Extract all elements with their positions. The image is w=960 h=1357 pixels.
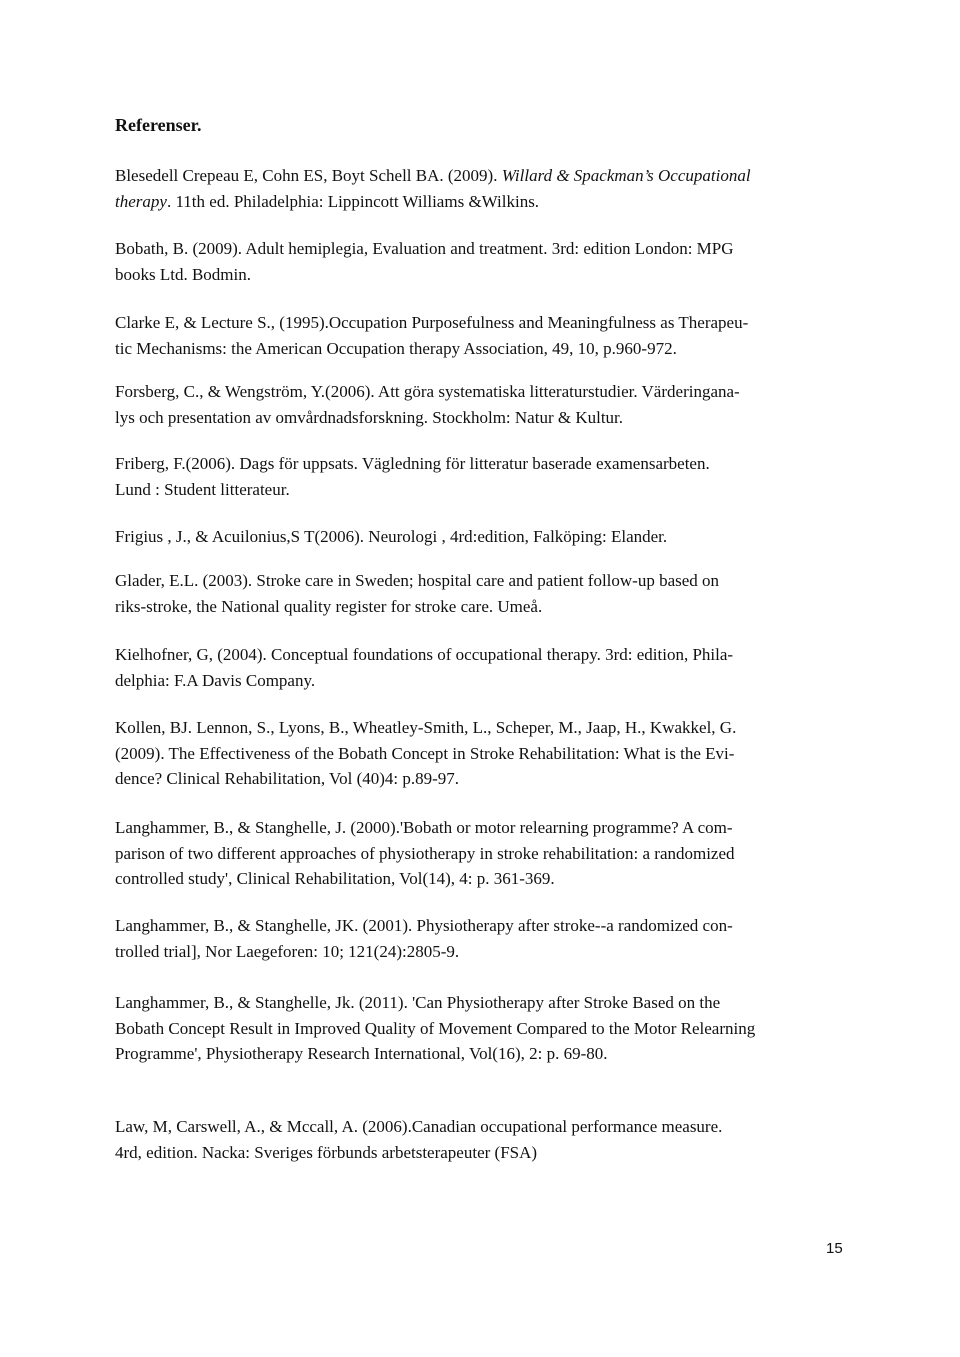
reference-text: Programme', Physiotherapy Research International, Vol(16), 2: p. 69-80. xyxy=(115,1044,608,1063)
reference-text: Law, M, Carswell, A., & Mccall, A. (2006).Canadian occupational performance measure. xyxy=(115,1117,723,1136)
reference-text: Langhammer, B., & Stanghelle, J. (2000).'Bobath or motor relearning programme? A com- xyxy=(115,818,733,837)
reference-line xyxy=(115,766,845,792)
reference-line xyxy=(115,866,845,892)
reference-line xyxy=(115,379,845,405)
reference-title-italic: therapy xyxy=(115,191,167,211)
reference-entry xyxy=(115,642,845,693)
reference-line xyxy=(115,1041,845,1067)
reference-text: Frigius , J., & Acuilonius,S T(2006). Neurologi , 4rd:edition, Falköping: Elander. xyxy=(115,527,668,546)
reference-text: tic Mechanisms: the American Occupation therapy Association, 49, 10, p.960-972. xyxy=(115,338,677,358)
reference-text: books Ltd. Bodmin. xyxy=(115,264,252,284)
reference-text: Kollen, BJ. Lennon, S., Lyons, B., Wheatley-Smith, L., Scheper, M., Jaap, H., Kwakkel, G. xyxy=(115,718,737,737)
reference-line xyxy=(115,524,845,550)
reference-entry xyxy=(115,524,845,550)
reference-text: 4rd, edition. Nacka: Sveriges förbunds arbetsterapeuter (FSA) xyxy=(115,1142,538,1162)
reference-text: delphia: F.A Davis Company. xyxy=(115,670,316,690)
reference-text: Kielhofner, G, (2004). Conceptual foundations of occupational therapy. 3rd: edition, Phila- xyxy=(115,645,734,664)
section-heading: Referenser. xyxy=(115,115,202,135)
reference-line xyxy=(115,405,845,431)
reference-title-italic: Willard & Spackman’s Occupational xyxy=(501,166,751,185)
reference-entry xyxy=(115,163,845,214)
reference-line xyxy=(115,913,845,939)
reference-entry xyxy=(115,379,845,430)
reference-entry xyxy=(115,1114,845,1165)
reference-entry xyxy=(115,236,845,287)
reference-text: Lund : Student litterateur. xyxy=(115,479,290,499)
reference-line xyxy=(115,841,845,867)
reference-line xyxy=(115,715,845,741)
reference-line xyxy=(115,163,845,189)
reference-entry xyxy=(115,715,845,792)
reference-text: parison of two different approaches of physiotherapy in stroke rehabilitation: a randomized xyxy=(115,843,735,863)
reference-entry xyxy=(115,451,845,502)
reference-entry xyxy=(115,913,845,964)
reference-line xyxy=(115,310,845,336)
reference-line xyxy=(115,990,845,1016)
reference-line xyxy=(115,189,845,215)
reference-text: trolled trial], Nor Laegeforen: 10; 121(24):2805-9. xyxy=(115,941,460,961)
reference-entry xyxy=(115,568,845,619)
reference-line xyxy=(115,451,845,477)
reference-text: controlled study', Clinical Rehabilitation, Vol(14), 4: p. 361-369. xyxy=(115,869,555,888)
reference-line xyxy=(115,568,845,594)
reference-text: Glader, E.L. (2003). Stroke care in Sweden; hospital care and patient follow-up based on xyxy=(115,571,720,590)
reference-text: (2009). The Effectiveness of the Bobath Concept in Stroke Rehabilitation: What is the Evi- xyxy=(115,743,735,763)
page-number: 15 xyxy=(826,1240,843,1257)
reference-line xyxy=(115,741,845,767)
reference-line xyxy=(115,262,845,288)
reference-line xyxy=(115,594,845,620)
reference-text: . 11th ed. Philadelphia: Lippincott Williams &Wilkins. xyxy=(166,191,540,211)
reference-text: Forsberg, C., & Wengström, Y.(2006). Att göra systematiska litteraturstudier. Värderingana- xyxy=(115,382,740,401)
reference-text: lys och presentation av omvårdnadsforskning. Stockholm: Natur & Kultur. xyxy=(115,407,624,427)
reference-line xyxy=(115,939,845,965)
reference-line xyxy=(115,1140,845,1166)
reference-text: dence? Clinical Rehabilitation, Vol (40)4: p.89-97. xyxy=(115,769,460,788)
reference-line xyxy=(115,668,845,694)
reference-line xyxy=(115,336,845,362)
reference-line xyxy=(115,236,845,262)
reference-line xyxy=(115,815,845,841)
reference-line xyxy=(115,642,845,668)
reference-text: Clarke E, & Lecture S., (1995).Occupation Purposefulness and Meaningfulness as Therapeu- xyxy=(115,313,749,332)
reference-text: Bobath, B. (2009). Adult hemiplegia, Evaluation and treatment. 3rd: edition London: MPG xyxy=(115,239,734,258)
reference-line xyxy=(115,1016,845,1042)
reference-line xyxy=(115,477,845,503)
reference-line xyxy=(115,1114,845,1140)
reference-text: Bobath Concept Result in Improved Quality of Movement Compared to the Motor Relearning xyxy=(115,1018,756,1038)
reference-entry xyxy=(115,310,845,361)
reference-text: riks-stroke, the National quality register for stroke care. Umeå. xyxy=(115,596,543,616)
reference-text: Langhammer, B., & Stanghelle, Jk. (2011). 'Can Physiotherapy after Stroke Based on the xyxy=(115,993,721,1012)
reference-text: Langhammer, B., & Stanghelle, JK. (2001). Physiotherapy after stroke--a randomized con- xyxy=(115,916,733,935)
reference-text: Blesedell Crepeau E, Cohn ES, Boyt Schell BA. (2009). xyxy=(115,166,502,185)
reference-entry xyxy=(115,815,845,892)
reference-entry xyxy=(115,990,845,1067)
reference-text: Friberg, F.(2006). Dags för uppsats. Vägledning för litteratur baserade examensarbeten. xyxy=(115,454,710,473)
